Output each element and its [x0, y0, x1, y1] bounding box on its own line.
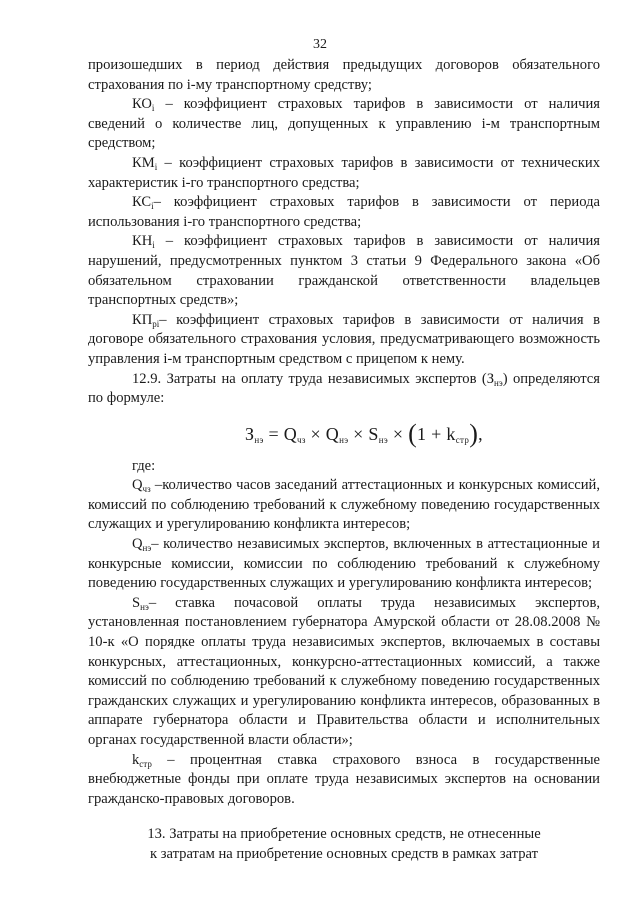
- definition-kn: $КН_i$ – коэффициент страховых тарифов в зависимости от наличия нарушений, предусмотренных пунктом 3 статьи 9 Федерального закона «Об обязательном страховании гражданской ответственности владельцев транспортных средств»;: [88, 233, 600, 309]
- section-heading-line-1: 13. Затраты на приобретение основных средств, не отнесенные: [147, 826, 541, 843]
- definition-kc: $КС_i-$ коэффициент страховых тарифов в зависимости от периода использования i-го транспортного средства;: [88, 194, 600, 230]
- where-label: где:: [132, 457, 156, 474]
- definition-kp: $КП_{рi}-$ коэффициент страховых тарифов в зависимости от наличия в договоре обязательного страхования условия, предусматривающего возможность управления i-м транспортным средством с прицепом к нему.: [88, 311, 600, 367]
- definition-k-str: $k_{стр}$ – процентная ставка страхового взноса в государственные внебюджетные фонды при оплате труда независимых экспертов на основании гражданско-правовых договоров.: [88, 751, 600, 807]
- formula: $З_{нэ} = Q_{чз} \times Q_{нэ} \times S_{нэ} \times (1 + k_{стр})$,: [245, 418, 483, 448]
- definition-ko: $КО_i$ – коэффициент страховых тарифов в зависимости от наличия сведений о количестве лиц, допущенных к управлению i-м транспортным средством;: [88, 96, 600, 152]
- section-heading: [88, 825, 600, 864]
- definition-s-rate: $S_{нэ}-$ ставка почасовой оплаты труда независимых экспертов, установленная постановлением губернатора Амурской области от 28.08.2008 № 10-к «О порядке оплаты труда независимых экспертов, включаемых в составы конкурсных, аттестационных, конкурсно-аттестационных комиссий, а также комиссий по соблюдению требований к служебному поведению государственных гражданских служащих и урегулированию конфликта интересов, образованных в аппарате губернатора области и Правительства области и исполнительных органах государственной власти области»;: [88, 594, 600, 748]
- section-heading-line-2: к затратам на приобретение основных средств в рамках затрат: [149, 845, 539, 862]
- definition-q-hours: $Q_{чз}$ –количество часов заседаний аттестационных и конкурсных комиссий, комиссий по соблюдению требований к служебному поведению государственных служащих и урегулированию конфликта интересов;: [88, 477, 600, 533]
- definition-q-experts: $Q_{нэ}-$ количество независимых экспертов, включенных в аттестационные и конкурсные комиссии, комиссии по соблюдению требований к служебному поведению государственных служащих и урегулированию конфликта интересов;: [88, 536, 600, 592]
- document-body: [88, 56, 600, 865]
- definition-km: $КМ_i$ – коэффициент страховых тарифов в зависимости от технических характеристик i-го транспортного средства;: [88, 154, 600, 191]
- paragraph-12-9: 12.9. Затраты на оплату труда независимых экспертов $(З_{нэ})$ определяются по формуле:: [88, 370, 600, 407]
- spacer: [88, 809, 600, 817]
- page-number: 32: [313, 37, 327, 52]
- paragraph-continuation: произошедших в период действия предыдущих договоров обязательного страхования по i-му транспортному средству;: [88, 57, 600, 93]
